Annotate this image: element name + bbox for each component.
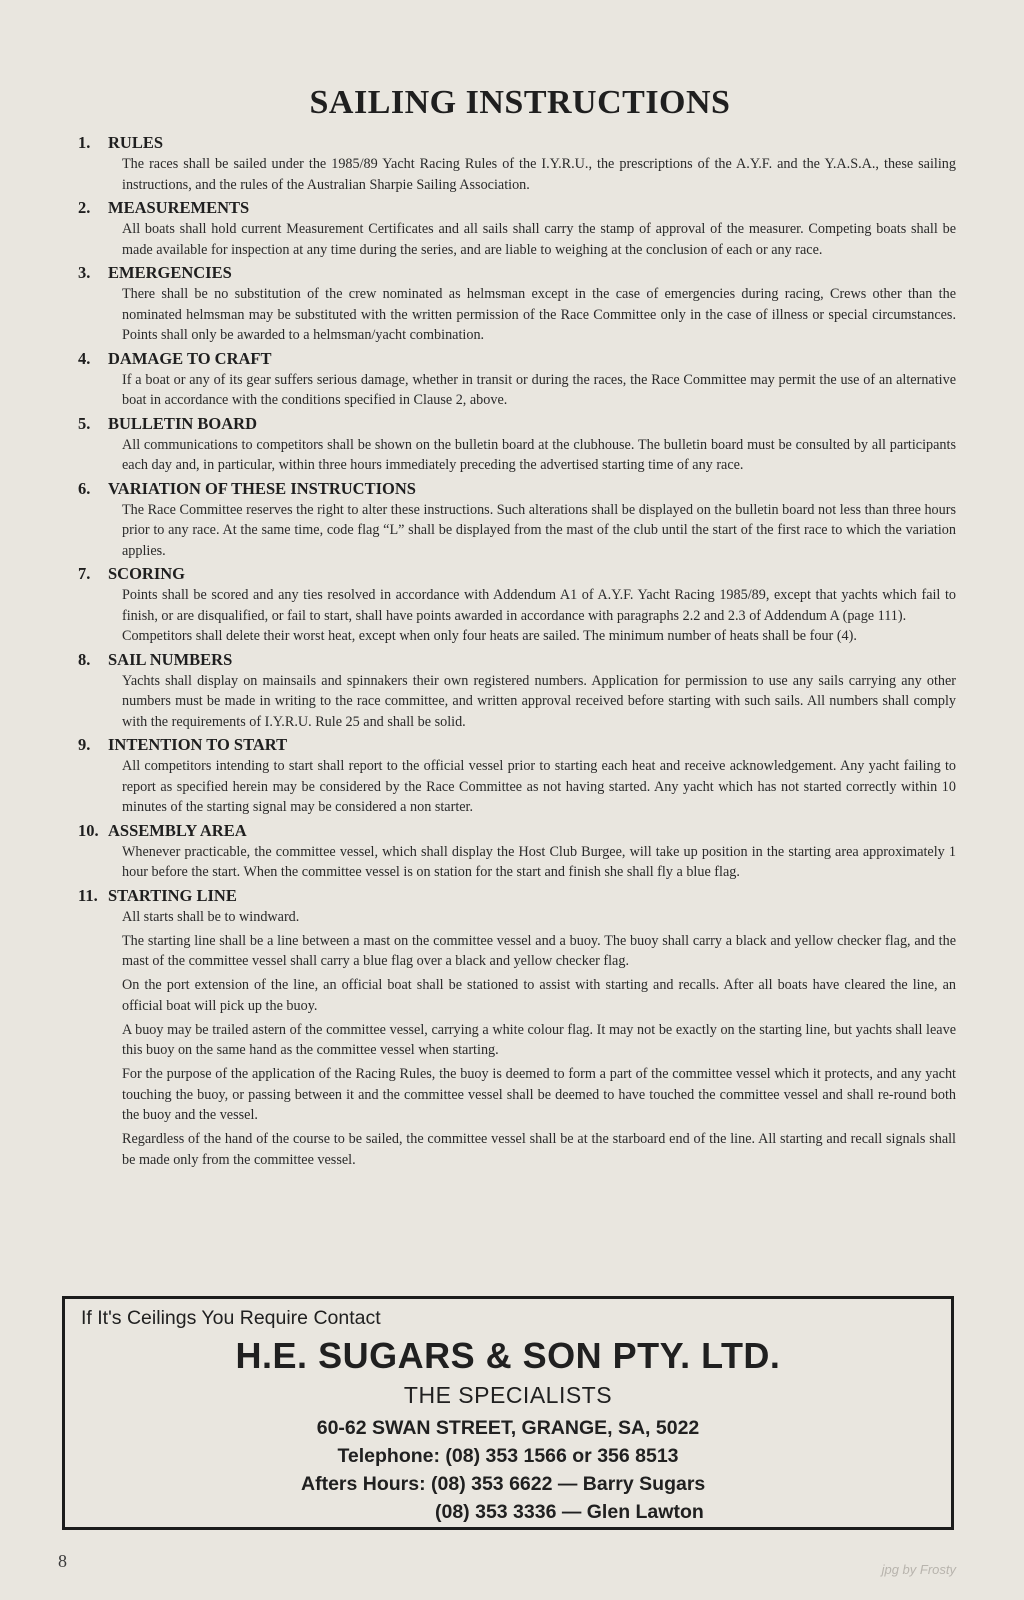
advert-company-name: H.E. SUGARS & SON PTY. LTD.	[235, 1335, 781, 1376]
section-body	[78, 756, 956, 818]
sailing-instructions-list	[78, 132, 956, 1172]
section-number: 10.	[78, 820, 99, 840]
section-heading	[78, 413, 956, 435]
section-heading-text: VARIATION OF THESE INSTRUCTIONS	[108, 478, 416, 498]
section-paragraph: Regardless of the hand of the course to be sailed, the committee vessel shall be at the starboard end of the line. All starting and recall signals shall be made only from the committee vessel.	[122, 1131, 956, 1168]
section-paragraph: All starts shall be to windward.	[122, 908, 300, 925]
advert-lead: If It's Ceilings You Require Contact	[81, 1307, 381, 1329]
section-heading	[78, 197, 956, 219]
section-paragraph: The starting line shall be a line between a mast on the committee vessel and a buoy. The buoy shall carry a black and yellow checker flag, and the mast of the committee vessel shall carry a blue flag over a black and yellow checker flag.	[122, 932, 956, 969]
section-heading	[78, 885, 956, 907]
section-heading-text: SAIL NUMBERS	[108, 649, 233, 669]
section-paragraph: All communications to competitors shall be shown on the bulletin board at the clubhouse. The bulletin board must be consulted by all participants each day and, in particular, within three hours immediately preceding the advertised starting time of any race.	[122, 436, 956, 473]
section-paragraph: Competitors shall delete their worst heat, except when only four heats are sailed. The minimum number of heats shall be four (4).	[122, 628, 857, 644]
section-number: 8.	[78, 649, 91, 669]
section-heading-text: STARTING LINE	[108, 885, 237, 905]
section-number: 2.	[78, 198, 91, 217]
section-paragraph: For the purpose of the application of the Racing Rules, the buoy is deemed to form a part of the committee vessel which it protects, and any yacht touching the buoy, or passing between it and the committee vessel shall be deemed to have touched the committee vessel and shall re-round both the buoy and the vessel.	[122, 1066, 956, 1123]
section-heading	[78, 478, 956, 500]
section	[78, 478, 956, 562]
section	[78, 820, 956, 883]
section-number: 5.	[78, 413, 91, 433]
section-heading	[78, 348, 956, 370]
section	[78, 348, 956, 411]
section-number: 3.	[78, 263, 91, 282]
section-number: 9.	[78, 735, 91, 754]
section-number: 4.	[78, 348, 91, 368]
advert-tagline: THE SPECIALISTS	[403, 1382, 613, 1408]
section-heading-text: MEASUREMENTS	[108, 198, 250, 217]
section-body	[78, 500, 956, 562]
section-body	[78, 907, 956, 1171]
section-paragraph: The Race Committee reserves the right to alter these instructions. Such alterations shall be displayed on the bulletin board not less than three hours prior to any race. At the same time, code flag “L” shall be displayed from the mast of the club until the start of the first race to which the variation applies.	[122, 501, 956, 559]
section-body	[78, 842, 956, 883]
section	[78, 197, 956, 260]
section-heading	[78, 649, 956, 671]
advert-address: 60-62 SWAN STREET, GRANGE, SA, 5022	[316, 1417, 700, 1439]
section-heading-text: RULES	[108, 133, 164, 152]
section-body	[78, 585, 956, 647]
section-heading-text: SCORING	[108, 564, 186, 583]
section-paragraph: The races shall be sailed under the 1985/89 Yacht Racing Rules of the I.Y.R.U., the prescriptions of the A.Y.F. and the Y.A.S.A., these sailing instructions, and the rules of the Australian Sharpie Sailing Association.	[122, 156, 956, 193]
section-heading-text: ASSEMBLY AREA	[108, 820, 247, 840]
section-number: 6.	[78, 478, 91, 498]
page-title: SAILING INSTRUCTIONS	[309, 84, 731, 121]
section-heading	[78, 734, 956, 756]
section-body	[78, 435, 956, 476]
section-number: 1.	[78, 133, 91, 152]
section-paragraph: All boats shall hold current Measurement Certificates and all sails shall carry the stamp of approval of the measurer. Competing boats shall be made available for inspection at any time during the series, and are liable to weighing at the conclusion of each or any race.	[122, 221, 956, 258]
section	[78, 649, 956, 733]
page-number: 8	[58, 1551, 67, 1571]
section-heading-text: EMERGENCIES	[108, 263, 232, 282]
section	[78, 734, 956, 818]
section-heading	[78, 262, 956, 284]
section-heading-text: BULLETIN BOARD	[108, 413, 257, 433]
section-body	[78, 219, 956, 260]
advert-telephone: Telephone: (08) 353 1566 or 356 8513	[337, 1445, 679, 1467]
section-heading	[78, 820, 956, 842]
section-paragraph: Points shall be scored and any ties resolved in accordance with Addendum A1 of A.Y.F. Yacht Racing 1985/89, except that yachts which fail to finish, or are disqualified, or fail to start, shall have points awarded in accordance with paragraphs 2.2 and 2.3 of Addendum A (page 111).	[122, 587, 956, 624]
advertisement-box	[62, 1296, 954, 1530]
advert-after-hours-glen: (08) 353 3336 — Glen Lawton	[435, 1501, 704, 1523]
section-body	[78, 284, 956, 346]
section-paragraph: Whenever practicable, the committee vessel, which shall display the Host Club Burgee, will take up position in the starting area approximately 1 hour before the start. When the committee vessel is on station for the start and finish she shall fly a blue flag.	[122, 843, 956, 880]
section-paragraph: On the port extension of the line, an official boat shall be stationed to assist with starting and recalls. After all boats have cleared the line, an official boat will pick up the buoy.	[122, 977, 956, 1014]
section-paragraph: Yachts shall display on mainsails and spinnakers their own registered numbers. Application for permission to use any sails carrying any other numbers must be made in writing to the race committee, and written approval received before starting with such sails. All numbers shall comply with the requirements of I.Y.R.U. Rule 25 and shall be solid.	[122, 672, 956, 730]
section-number: 7.	[78, 564, 91, 583]
section-heading-text: DAMAGE TO CRAFT	[108, 348, 272, 368]
section-paragraph: There shall be no substitution of the crew nominated as helmsman except in the case of emergencies during racing, Crews other than the nominated helmsman may be substituted with the written permission of the Race Committee only in the case of illness or special circumstances. Points shall only be awarded to a helmsman/yacht combination.	[122, 286, 956, 343]
section	[78, 885, 956, 1171]
section-number: 11.	[78, 885, 98, 905]
section-paragraph: A buoy may be trailed astern of the committee vessel, carrying a white colour flag. It may not be exactly on the starting line, but yachts shall leave this buoy on the same hand as the committee vessel when starting.	[122, 1021, 956, 1058]
watermark: jpg by Frosty	[881, 1562, 956, 1577]
section-heading	[78, 132, 956, 154]
section-body	[78, 154, 956, 195]
section	[78, 132, 956, 195]
section-heading	[78, 563, 956, 585]
advert-after-hours-barry: Afters Hours: (08) 353 6622 — Barry Sugars	[301, 1473, 706, 1495]
section-body	[78, 671, 956, 733]
section-paragraph: All competitors intending to start shall report to the official vessel prior to starting each heat and receive acknowledgement. Any yacht failing to report as specified herein may be considered by the Race Committee as not having started. Any yacht which has not started correctly within 10 minutes of the starting signal may be considered a non starter.	[122, 758, 956, 815]
section-body	[78, 370, 956, 411]
section	[78, 413, 956, 476]
section	[78, 563, 956, 647]
section-paragraph: If a boat or any of its gear suffers serious damage, whether in transit or during the races, the Race Committee may permit the use of an alternative boat in accordance with the conditions specified in Clause 2, above.	[122, 371, 956, 408]
section	[78, 262, 956, 346]
section-heading-text: INTENTION TO START	[108, 735, 288, 754]
